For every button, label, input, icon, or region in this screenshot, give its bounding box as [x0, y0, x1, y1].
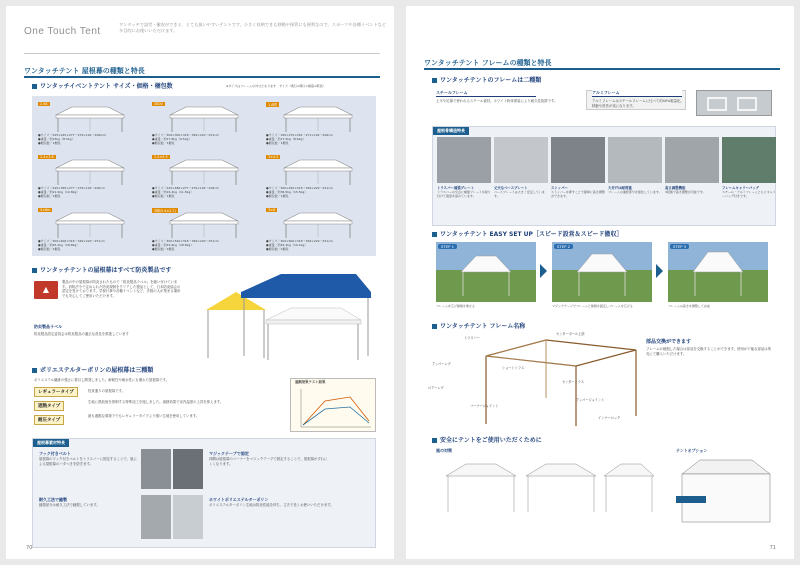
tent-size-card	[150, 153, 258, 207]
tent-spec: ●サイズ／245×486×277～279×192～206cm ●重量／約24.4kg（11.5kg） ●梱包数／1梱包	[152, 186, 219, 198]
frame-feature-photo	[494, 137, 548, 183]
tent-size-card	[264, 153, 372, 207]
step-photo	[436, 242, 536, 302]
right-page	[406, 6, 794, 559]
tent-size-card	[36, 100, 144, 154]
type-heat-label: 遮熱タイプ	[34, 401, 64, 411]
step-caption: マジックテープでフレームと屋根を固定しフレームを広げる	[552, 304, 633, 308]
frame-feature-photo	[608, 137, 662, 183]
steel-frame-body: 土木や足場で使われるスチール素材。ホワイト粉体塗装により耐久性抜群です。	[436, 99, 558, 103]
steel-frame-label: スチールフレーム	[436, 90, 536, 97]
type-pressure-desc: 最も過酷な環境下でもレギュラータイプより強い生地を使用しています。	[88, 414, 200, 418]
frame-feature-title: ストッパー	[551, 186, 568, 190]
sizes-heading: ワンタッチイベントテント サイズ・価格・梱包数	[32, 82, 173, 91]
frame-feature-item	[437, 137, 491, 225]
feature-4-photo	[173, 495, 203, 539]
tent-size-card	[264, 206, 372, 260]
tent-illustration	[164, 158, 244, 186]
frame-feature-body: 3段階で高さ調整が可能です。	[665, 190, 706, 194]
tent-spec: ●サイズ／300×450×318～349×220～251cm ●重量／約36.5kg（15.5kg） ●梱包数／1梱包	[266, 186, 333, 198]
tents-photo	[196, 270, 376, 362]
tent-spec: ●サイズ／300×600×318～349×220～251cm ●重量／約45.4kg（18.8kg） ●梱包数／2梱包	[38, 239, 105, 251]
step-arrow-icon	[656, 264, 663, 278]
frame-diagram	[446, 336, 646, 428]
tent-spec: ●サイズ／300×540×318～349×220～251cm ●重量／約43.6kg（18.6kg） ●梱包数／2梱包	[152, 239, 219, 251]
tent-illustration	[50, 211, 130, 239]
frame-feature-body: フレームの連結部分を強化しています。	[608, 190, 662, 194]
setup-step	[552, 242, 652, 314]
frame-part-label: センターポール上部	[556, 332, 585, 336]
feature-1-photo	[141, 449, 171, 489]
frame-part-label: インナーロック	[598, 416, 621, 420]
tent-illustration	[278, 211, 358, 239]
feature-2-body: 四隅は屋根幕のコーナーをマジックテープで固定することで、屋根幕がずれにくくなります。	[209, 457, 328, 466]
tent-spec: ●サイズ／300×600×318～349×220～251cm ●重量／約45.4kg（19.1kg） ●梱包数／2梱包	[266, 239, 333, 251]
page-number-left: 70	[26, 545, 33, 551]
parts-replace-body: フレームが破損した場合は部品を交換することができます。使用が不能な部品は別売にて購入いただけます。	[646, 347, 772, 356]
polyester-intro: ポリエステル繊維の強さに着目し開発しました。耐候性や耐水性にも優れた屋根幕です。	[34, 378, 170, 382]
frame-part-label: ショートトラス	[502, 366, 525, 370]
frame-feature-photo	[551, 137, 605, 183]
step-caption: フレームを広げ屋根を乗せる	[436, 304, 475, 308]
step-photo	[552, 242, 652, 302]
section-title-frame: ワンタッチテント フレームの種類と特長	[424, 58, 780, 70]
frame-feature-title: 高さ調整機能	[665, 186, 686, 190]
feature-1-body: 屋根幕のフック付きベルトをトラスバーに固定することで、風による屋根幕のバタつきを防ぎます。	[39, 457, 137, 466]
brand-tagline: ワンタッチで設営・撤収ができる、とても扱いやすいテントです。小さく収納できも移動や保管にも便利なので、スポーツや各種イベントなど多目的にお使いいただけます。	[119, 22, 387, 33]
alu-frame-body: アルミフレームはスチールフレームに比べて約40%軽量化。移動や設営が楽になります。	[592, 99, 684, 108]
feature-2-photo	[173, 449, 203, 489]
left-page	[6, 6, 394, 559]
frame-feature-body: ストッパーを押すことで簡単に高さ調整ができます。	[551, 190, 605, 198]
feature-4-body: ポリエステルターポリン生地は防炎性能を持ち、丈夫で長くお使いいただけます。	[209, 503, 334, 507]
left-header	[24, 16, 387, 54]
wind-label: 風の対策	[436, 448, 452, 453]
feature-3-photo	[141, 495, 171, 539]
step-caption: フレームの高さを調整して完成	[668, 304, 710, 308]
frame-feature-item	[551, 137, 605, 225]
tent-illustration	[50, 105, 130, 133]
frame-part-label: コーナージョイント	[470, 404, 499, 408]
alu-frame-label: アルミフレーム	[592, 90, 682, 97]
feature-3-title: 耐久工法で縫製	[39, 497, 67, 502]
feature-1-title: フック付きベルト	[39, 451, 71, 456]
feature-2-title: マジックテープで固定	[209, 451, 249, 456]
tent-size-card	[264, 100, 372, 154]
frame-feature-photo	[722, 137, 776, 183]
tent-size-tag: 3×6	[268, 208, 276, 212]
tent-size-tag: 3×4.5	[268, 155, 279, 159]
frame-feature-title: 大井戸は耐荷重	[608, 186, 632, 190]
heat-test-graph	[290, 378, 376, 432]
alu-frame-photo	[696, 90, 772, 116]
tent-size-grid	[32, 96, 376, 256]
type-regular-label: レギュラータイプ	[34, 387, 78, 397]
tent-size-tag: 3間(5.4×2.7)	[154, 209, 176, 213]
tent-size-card	[36, 153, 144, 207]
tent-size-card	[150, 206, 258, 260]
wind-diagrams	[436, 456, 656, 516]
canopy-features-heading: 屋根幕素材特長	[33, 439, 69, 447]
frame-feature-item	[665, 137, 719, 225]
frame-feature-item	[608, 137, 662, 225]
brand-title: One Touch Tent	[24, 26, 101, 37]
tent-size-card	[36, 206, 144, 260]
frame-feature-body: ベースプレートは大きく安定しています。	[494, 190, 545, 198]
tent-illustration	[278, 158, 358, 186]
feature-3-body: 縫製部分は耐久工法で縫製しています。	[39, 503, 100, 507]
tent-size-tag: 1.8間	[268, 103, 277, 107]
frame-feature-title: トラスバー補強プレート	[437, 186, 475, 190]
frame-feature-title: 丈夫なベースプレート	[494, 186, 528, 190]
frame-features-box	[432, 126, 776, 226]
section-title-canopy: ワンタッチテント 屋根幕の種類と特長	[24, 66, 380, 78]
step-arrow-icon	[540, 264, 547, 278]
frame-part-label: ロアーレグ	[428, 386, 444, 390]
frame-feature-body: スチール・アルミフレームともにキャリーバッグ付きです。	[722, 190, 776, 198]
tent-size-card	[150, 100, 258, 154]
frame-part-label: トラスバー	[464, 336, 480, 340]
safe-use-heading: 安全にテントをご使用いただくために	[432, 436, 542, 445]
step-badge: STEP 1	[438, 244, 457, 249]
type-pressure-label: 耐圧タイプ	[34, 415, 64, 425]
polyester-heading: ポリエステルターポリンの屋根幕は三種類	[32, 366, 153, 375]
tent-spec: ●サイズ／300×300×318～349×220～251cm ●重量／約17.8kg（9.5kg） ●梱包数／1梱包	[152, 133, 219, 145]
frame-part-label: センタートラス	[562, 380, 585, 384]
tent-illustration	[164, 105, 244, 133]
tent-spec: ●サイズ／245×245×277～279×192～206mm ●重量／約15kg（8.5kg） ●梱包数／1梱包	[38, 133, 107, 145]
sizes-note: ※サイズはフレームの外寸となります サイズ（奥行×間口×棟高×軒高）	[226, 84, 326, 88]
frame-features-heading: 屋根骨構造特長	[433, 127, 469, 135]
step-badge: STEP 2	[554, 244, 573, 249]
fireproof-badge	[34, 281, 58, 299]
tent-illustration	[164, 211, 244, 239]
fireproof-body: 製品の中の屋根幕が防炎されたもので「防炎製品ラベル」を縫い付けています。消防法令で定められた防炎規制をクリアした製品として、日本防炎協会の認定を受けております。学校行事や各種イベントなど、多数の人が集まる場所でも安心してご使用いただけます。	[62, 280, 181, 298]
tent-size-tag: 2.4×4.5	[154, 155, 168, 159]
frame-part-label: アッパーレグ	[432, 362, 451, 366]
page-number-right: 71	[769, 545, 776, 551]
tent-option-photo	[672, 456, 776, 526]
frame-names-heading: ワンタッチテント フレーム名称	[432, 322, 525, 331]
frame-feature-body: トラスバーの交点に補強プレートを取り付けて強度を高めています。	[437, 190, 491, 198]
setup-step	[436, 242, 536, 314]
fireproof-heading: ワンタッチテントの屋根幕はすべて防炎製品です	[32, 266, 171, 275]
frame-types-heading: ワンタッチテントのフレームは二種類	[432, 76, 541, 85]
tent-size-tag: 2.4K	[40, 102, 48, 106]
tent-size-tag: 3000	[154, 102, 163, 106]
tent-illustration	[50, 158, 130, 186]
type-heat-desc: 生地に熱放射を抑制する特殊加工を施しました。遮熱効果で室内温度の上昇を抑えます。	[88, 400, 224, 404]
frame-feature-title: フレームキャリーバッグ	[722, 186, 759, 190]
tent-size-tag: 2.4×3.6	[40, 155, 54, 159]
fireproof-label: 防炎製品ラベル	[34, 324, 62, 329]
tent-spec: ●サイズ／180×270×261～271×192～206cm ●重量／約17.5kg（8.6kg） ●梱包数／1梱包	[266, 133, 333, 145]
frame-feature-photo	[437, 137, 491, 183]
frame-feature-item	[494, 137, 548, 225]
tent-size-tag: 3×6m	[40, 208, 51, 212]
graph-title: 遮熱効果テスト結果	[295, 380, 326, 384]
step-badge: STEP 3	[670, 244, 689, 249]
tent-option-label: テントオプション	[676, 448, 708, 453]
setup-step	[668, 242, 768, 314]
feature-4-title: ホワイトポリエステルターポリン	[209, 497, 269, 502]
parts-replace-title: 部品交換ができます	[646, 339, 692, 345]
flame-icon: ▲	[42, 285, 50, 294]
canopy-features-box	[32, 438, 376, 548]
frame-feature-item	[722, 137, 776, 225]
frame-feature-photo	[665, 137, 719, 183]
frame-part-label: アッパージョイント	[576, 398, 605, 402]
fireproof-note: 防炎製品認定委員会は防炎製品の適正な普及を推進しています	[34, 332, 129, 336]
type-regular-desc: 従来通りの屋根幕です。	[88, 389, 126, 393]
tent-illustration	[278, 105, 358, 133]
step-photo	[668, 242, 768, 302]
easy-setup-heading: ワンタッチテント EASY SET UP［スピード設営＆スピード撤収］	[432, 230, 622, 239]
tent-spec: ●サイズ／245×365×277～279×192～206cm ●重量／約21.9kg（10.8kg） ●梱包数／1梱包	[38, 186, 105, 198]
